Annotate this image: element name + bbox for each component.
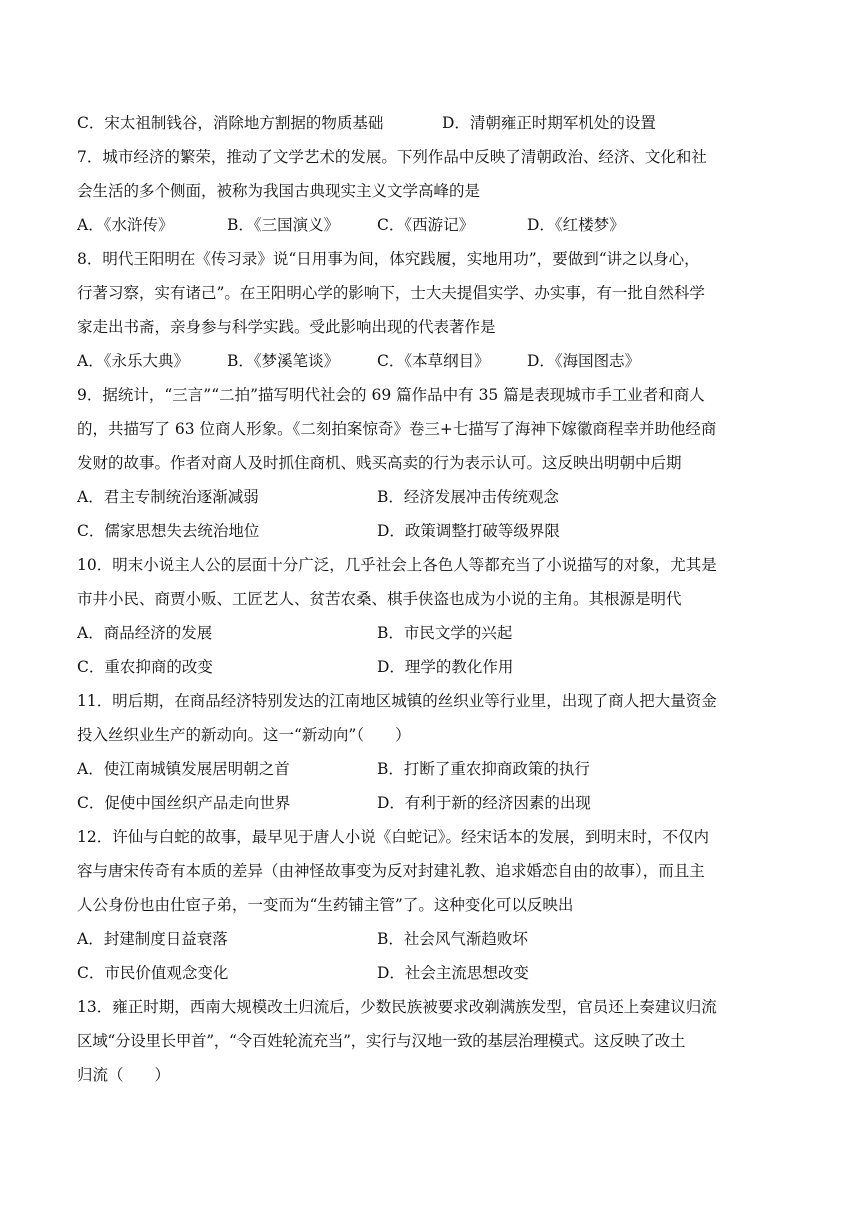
q9-stem-line-1: 9．据统计，“三言”“二拍”描写明代社会的 69 篇作品中有 35 篇是表现城市手工业者和商人 bbox=[77, 386, 705, 404]
q12-options-row-1 bbox=[77, 922, 783, 956]
q9-options-row-1 bbox=[77, 480, 783, 514]
q12-stem-line-2: 容与唐宋传奇有本质的差异（由神怪故事变为反对封建礼教、追求婚恋自由的故事），而且主 bbox=[77, 862, 705, 880]
q11-stem-line-1: 11．明后期，在商品经济特别发达的江南地区城镇的丝织业等行业里，出现了商人把大量资金 bbox=[77, 692, 717, 710]
q10-options-row-2 bbox=[77, 650, 783, 684]
q8-stem-line-3: 家走出书斋，亲身参与科学实践。受此影响出现的代表著作是 bbox=[77, 318, 496, 336]
q7-option-a: A．《水浒传》 bbox=[77, 216, 174, 234]
q10-stem-line-1: 10．明末小说主人公的层面十分广泛，几乎社会上各色人等都充当了小说描写的对象，尤其是 bbox=[77, 556, 717, 574]
q7-stem-line-1: 7．城市经济的繁荣，推动了文学艺术的发展。下列作品中反映了清朝政治、经济、文化和社 bbox=[77, 148, 707, 166]
q13-stem-line-2: 区域“分设里长甲首”，“令百姓轮流充当”，实行与汉地一致的基层治理模式。这反映了改土 bbox=[77, 1032, 686, 1050]
q11-option-a: A．使江南城镇发展居明朝之首 bbox=[77, 760, 290, 778]
q12-option-c: C．市民价值观念变化 bbox=[77, 964, 229, 982]
q13-stem-line-1: 13．雍正时期，西南大规模改土归流后，少数民族被要求改剃满族发型，官员还上奏建议归流 bbox=[77, 998, 717, 1016]
q7-option-c: C．《西游记》 bbox=[377, 216, 475, 234]
q8-option-d: D．《海国图志》 bbox=[527, 352, 641, 370]
q11-option-d: D．有利于新的经济因素的出现 bbox=[377, 794, 591, 812]
q12-stem-line-3: 人公身份也由仕宦子弟，一变而为“生药铺主管”了。这种变化可以反映出 bbox=[77, 896, 574, 914]
q10-stem-line-2: 市井小民、商贾小贩、工匠艺人、贫苦农桑、棋手侠盗也成为小说的主角。其根源是明代 bbox=[77, 590, 682, 608]
q12-stem-line-1: 12．许仙与白蛇的故事，最早见于唐人小说《白蛇记》。经宋话本的发展，到明末时，不仅内 bbox=[77, 828, 709, 846]
q11-options-row-1 bbox=[77, 752, 783, 786]
q8-option-a: A．《永乐大典》 bbox=[77, 352, 189, 370]
q9-stem-line-3: 发财的故事。作者对商人及时抓住商机、贱买高卖的行为表示认可。这反映出明朝中后期 bbox=[77, 454, 682, 472]
q10-option-a: A．商品经济的发展 bbox=[77, 624, 213, 642]
q10-option-c: C．重农抑商的改变 bbox=[77, 658, 213, 676]
q9-option-d: D．政策调整打破等级界限 bbox=[377, 522, 560, 540]
q11-option-c: C．促使中国丝织产品走向世界 bbox=[77, 794, 291, 812]
q9-options-row-2 bbox=[77, 514, 783, 548]
q10-option-b: B．市民文学的兴起 bbox=[377, 624, 513, 642]
q8-option-b: B．《梦溪笔谈》 bbox=[227, 352, 340, 370]
q12-option-d: D．社会主流思想改变 bbox=[377, 964, 529, 982]
q12-option-a: A．封建制度日益衰落 bbox=[77, 930, 228, 948]
q9-option-b: B．经济发展冲击传统观念 bbox=[377, 488, 559, 506]
q8-stem-line-2: 行著习察，实有诸己”。在王阳明心学的影响下，士大夫提倡实学、办实事，有一批自然科学 bbox=[77, 284, 705, 302]
q9-option-a: A．君主专制统治逐渐减弱 bbox=[77, 488, 259, 506]
q11-option-b: B．打断了重农抑商政策的执行 bbox=[377, 760, 590, 778]
q10-option-d: D．理学的教化作用 bbox=[377, 658, 514, 676]
q7-options-row bbox=[77, 208, 783, 242]
q9-stem-line-2: 的，共描写了 63 位商人形象。《二刻拍案惊奇》卷三+七描写了海神下嫁徽商程幸并助他经商 bbox=[77, 420, 717, 438]
q11-stem-line-2: 投入丝织业生产的新动向。这一“新动向”（ ） bbox=[77, 726, 411, 744]
q7-stem-line-2: 会生活的多个侧面，被称为我国古典现实主义文学高峰的是 bbox=[77, 182, 481, 200]
q7-option-b: B．《三国演义》 bbox=[227, 216, 340, 234]
q7-option-d: D．《红楼梦》 bbox=[527, 216, 625, 234]
q6-options-row bbox=[77, 106, 783, 140]
q12-options-row-2 bbox=[77, 956, 783, 990]
q13-stem-line-3: 归流（ ） bbox=[77, 1066, 171, 1084]
exam-page bbox=[77, 106, 783, 1092]
q10-options-row-1 bbox=[77, 616, 783, 650]
q8-option-c: C．《本草纲目》 bbox=[377, 352, 490, 370]
q8-options-row bbox=[77, 344, 783, 378]
q6-option-c: C．宋太祖制钱谷，消除地方割据的物质基础 bbox=[77, 114, 384, 132]
q8-stem-line-1: 8．明代王阳明在《传习录》说“日用事为间，体究践履，实地用功”，要做到“讲之以身心， bbox=[77, 250, 700, 268]
q11-options-row-2 bbox=[77, 786, 783, 820]
q6-option-d: D．清朝雍正时期军机处的设置 bbox=[442, 114, 656, 132]
q12-option-b: B．社会风气渐趋败坏 bbox=[377, 930, 528, 948]
q9-option-c: C．儒家思想失去统治地位 bbox=[77, 522, 260, 540]
